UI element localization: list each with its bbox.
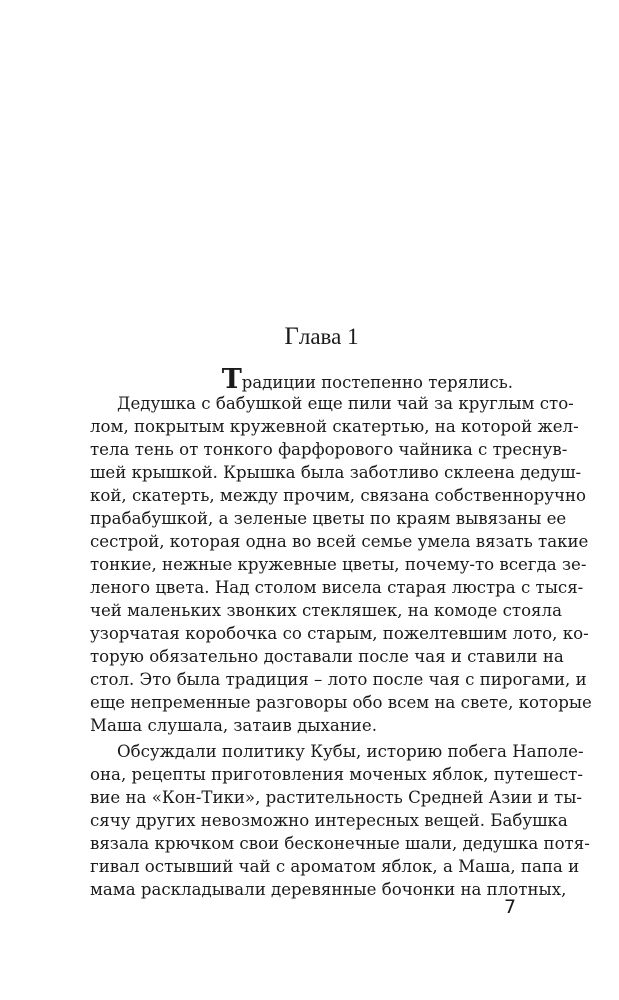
text-line: тела тень от тонкого фарфорового чайника с треснув- (90, 440, 568, 459)
chapter-title-rest: лава 1 (298, 324, 359, 349)
chapter-title (0, 323, 619, 351)
opening-line-text: радиции постепенно терялись. (241, 373, 513, 392)
text-line: еще непременные разговоры обо всем на свете, которые (90, 693, 592, 712)
text-line: торую обязательно доставали после чая и ставили на (90, 647, 564, 666)
page-number: 7 (503, 896, 517, 918)
drop-cap: Т (221, 364, 242, 395)
text-line: Обсуждали политику Кубы, историю побега Наполе- (117, 742, 584, 761)
text-line: вие на «Кон-Тики», растительность Средней Азии и ты- (90, 788, 583, 807)
text-line: она, рецепты приготовления моченых яблок, путешест- (90, 765, 583, 784)
text-line: леного цвета. Над столом висела старая люстра с тыся- (90, 578, 584, 597)
text-line: Маша слушала, затаив дыхание. (90, 716, 377, 735)
text-line: шей крышкой. Крышка была заботливо склеена дедуш- (90, 463, 582, 482)
text-line: тонкие, нежные кружевные цветы, почему-то всегда зе- (90, 555, 587, 574)
text-line: сестрой, которая одна во всей семье умела вязать такие (90, 532, 589, 551)
text-line: стол. Это была традиция – лото после чая с пирогами, и (90, 670, 587, 689)
text-line: вязала крючком свои бесконечные шали, дедушка потя- (90, 834, 590, 853)
text-line: сячу других невозможно интересных вещей. Бабушка (90, 811, 568, 830)
text-line: гивал остывший чай с ароматом яблок, а Маша, папа и (90, 857, 580, 876)
text-line: мама раскладывали деревянные бочонки на плотных, (90, 880, 567, 899)
text-line: Дедушка с бабушкой еще пили чай за круглым сто- (117, 394, 574, 413)
text-line: чей маленьких звонких стекляшек, на комоде стояла (90, 601, 562, 620)
text-line: узорчатая коробочка со старым, пожелтевшим лото, ко- (90, 624, 589, 643)
text-line: прабабушкой, а зеленые цветы по краям вывязаны ее (90, 509, 567, 528)
chapter-title-initial: Г (284, 323, 299, 350)
text-line: лом, покрытым кружевной скатертью, на которой жел- (90, 417, 579, 436)
text-line: кой, скатерть, между прочим, связана собственноручно (90, 486, 587, 505)
